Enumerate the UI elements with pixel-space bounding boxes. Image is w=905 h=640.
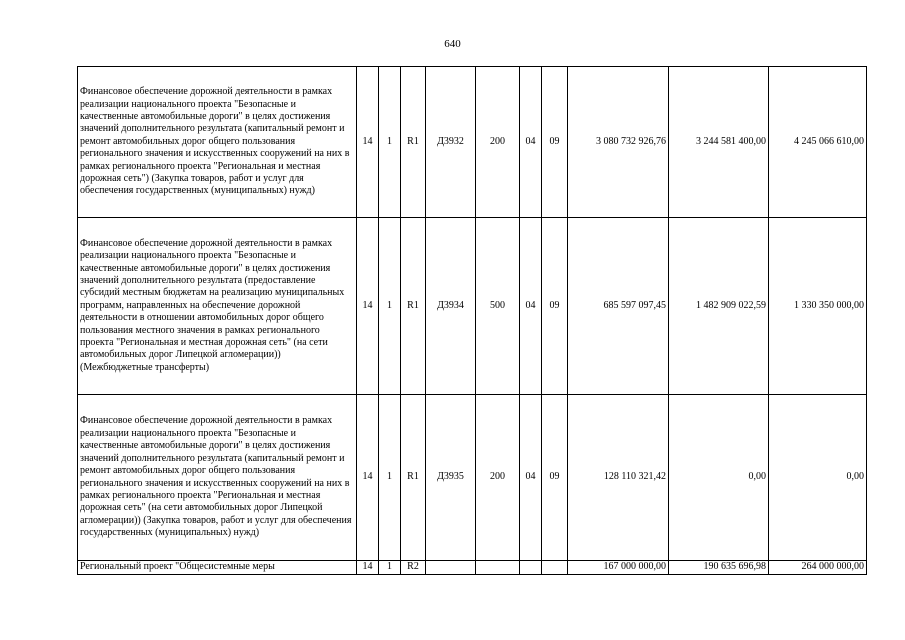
row-description: Региональный проект "Общесистемные меры	[78, 561, 357, 575]
section-code: 04	[520, 395, 542, 561]
amount-year-1: 685 597 097,45	[568, 218, 669, 395]
direction-code: Д3935	[426, 395, 476, 561]
budget-table	[77, 66, 867, 575]
row-description: Финансовое обеспечение дорожной деятельности в рамках реализации национального проекта "Безопасные и качественные автомобильные дороги" в целях достижения значений дополнительного результата (предоставление субсидий местным бюджетам на реализацию муниципальных программ, направленных на обеспечение дорожной деятельности в отношении автомобильных дорог общего пользования местного значения в рамках регионального проекта "Региональная и местная дорожная сеть" (на сети автомобильных дорог Липецкой агломерации)) (Межбюджетные трансферты)	[78, 218, 357, 395]
expense-type-code: 200	[476, 67, 520, 218]
subprogram-code: 1	[379, 67, 401, 218]
row-description: Финансовое обеспечение дорожной деятельности в рамках реализации национального проекта "Безопасные и качественные автомобильные дороги" в целях достижения значений дополнительного результата (капитальный ремонт и ремонт автомобильных дорог общего пользования регионального значения и искусственных сооружений на них в рамках регионального проекта "Региональная и местная дорожная сеть" (на сети автомобильных дорог Липецкой агломерации)) (Закупка товаров, работ и услуг для обеспечения государственных (муниципальных) нужд)	[78, 395, 357, 561]
table-row	[78, 395, 867, 561]
amount-year-2: 3 244 581 400,00	[669, 67, 769, 218]
amount-year-1: 128 110 321,42	[568, 395, 669, 561]
subsection-code: 09	[542, 218, 568, 395]
direction-code	[426, 561, 476, 575]
section-code: 04	[520, 218, 542, 395]
subsection-code: 09	[542, 395, 568, 561]
amount-year-3: 1 330 350 000,00	[769, 218, 867, 395]
row-description: Финансовое обеспечение дорожной деятельности в рамках реализации национального проекта "Безопасные и качественные автомобильные дороги" в целях достижения значений дополнительного результата (капитальный ремонт и ремонт автомобильных дорог общего пользования регионального значения и искусственных сооружений на них в рамках регионального проекта "Региональная и местная дорожная сеть") (Закупка товаров, работ и услуг для обеспечения государственных (муниципальных) нужд)	[78, 67, 357, 218]
table-row	[78, 561, 867, 575]
section-code: 04	[520, 67, 542, 218]
subprogram-code: 1	[379, 561, 401, 575]
expense-type-code: 200	[476, 395, 520, 561]
amount-year-3: 264 000 000,00	[769, 561, 867, 575]
page-number: 640	[444, 38, 461, 50]
table-row	[78, 67, 867, 218]
subsection-code: 09	[542, 67, 568, 218]
amount-year-1: 167 000 000,00	[568, 561, 669, 575]
project-code: R1	[401, 218, 426, 395]
subprogram-code: 1	[379, 395, 401, 561]
project-code: R1	[401, 67, 426, 218]
amount-year-3: 4 245 066 610,00	[769, 67, 867, 218]
program-code: 14	[357, 67, 379, 218]
amount-year-2: 190 635 696,98	[669, 561, 769, 575]
section-code	[520, 561, 542, 575]
program-code: 14	[357, 561, 379, 575]
expense-type-code	[476, 561, 520, 575]
direction-code: Д3932	[426, 67, 476, 218]
project-code: R1	[401, 395, 426, 561]
direction-code: Д3934	[426, 218, 476, 395]
expense-type-code: 500	[476, 218, 520, 395]
project-code: R2	[401, 561, 426, 575]
subprogram-code: 1	[379, 218, 401, 395]
subsection-code	[542, 561, 568, 575]
amount-year-2: 1 482 909 022,59	[669, 218, 769, 395]
amount-year-2: 0,00	[669, 395, 769, 561]
amount-year-1: 3 080 732 926,76	[568, 67, 669, 218]
program-code: 14	[357, 218, 379, 395]
program-code: 14	[357, 395, 379, 561]
amount-year-3: 0,00	[769, 395, 867, 561]
table-row	[78, 218, 867, 395]
